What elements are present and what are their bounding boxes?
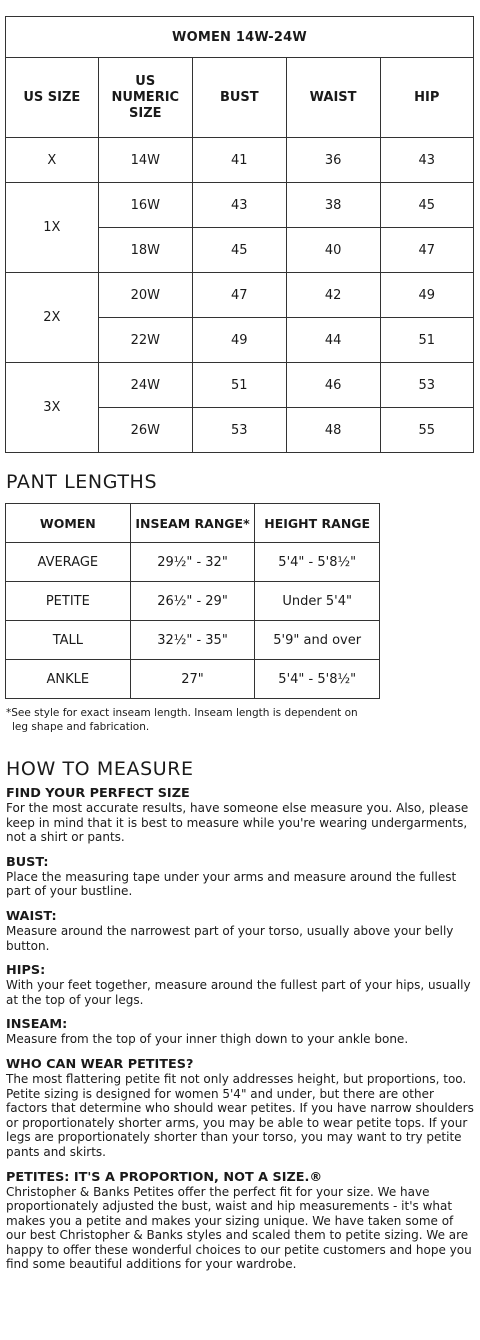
numeric-size-cell: 20W bbox=[98, 273, 192, 318]
measure-guide-bust bbox=[6, 855, 474, 899]
footnote-line-1: *See style for exact inseam length. Inseam length is dependent on bbox=[6, 707, 358, 719]
hip-cell: 47 bbox=[380, 228, 473, 273]
table-row bbox=[6, 582, 380, 621]
section-heading: WAIST: bbox=[6, 908, 57, 924]
header-hip: HIP bbox=[380, 58, 473, 138]
size-chart-table bbox=[5, 16, 474, 453]
how-to-measure-section bbox=[6, 758, 474, 1272]
header-bust: BUST bbox=[192, 58, 286, 138]
inseam-cell: 26½" - 29" bbox=[130, 582, 255, 621]
bust-cell: 53 bbox=[192, 408, 286, 453]
us-size-cell: 3X bbox=[6, 363, 99, 453]
hip-cell: 53 bbox=[380, 363, 473, 408]
section-text: Christopher & Banks Petites offer the perfect fit for your size. We have proportionately adjusted the bust, waist and hip measurements - it's what makes you a petite and makes your sizing unique. We have taken some of our best Christopher & Banks styles and scaled them to petite sizing. We are happy to offer these wonderful choices to our petite customers and hope you find some beautiful additions for your wardrobe. bbox=[6, 1184, 472, 1272]
section-text: For the most accurate results, have someone else measure you. Also, please keep in mind that it is best to measure while you're wearing undergarments, not a shirt or pants. bbox=[6, 801, 469, 845]
numeric-size-cell: 14W bbox=[98, 138, 192, 183]
section-heading: HIPS: bbox=[6, 963, 46, 979]
section-text: Measure around the narrowest part of your torso, usually above your belly button. bbox=[6, 923, 454, 953]
section-heading: PETITES: IT'S A PROPORTION, NOT A SIZE.® bbox=[6, 1169, 323, 1185]
section-text: Measure from the top of your inner thigh down to your ankle bone. bbox=[6, 1032, 409, 1047]
waist-cell: 46 bbox=[286, 363, 380, 408]
section-heading: WHO CAN WEAR PETITES? bbox=[6, 1056, 194, 1072]
header-women: WOMEN bbox=[6, 504, 131, 543]
petites-proportion bbox=[6, 1170, 474, 1273]
header-waist: WAIST bbox=[286, 58, 380, 138]
bust-cell: 45 bbox=[192, 228, 286, 273]
us-size-cell: X bbox=[6, 138, 99, 183]
table-row bbox=[6, 273, 474, 318]
numeric-size-cell: 22W bbox=[98, 318, 192, 363]
table-row bbox=[6, 543, 380, 582]
table-row bbox=[6, 621, 380, 660]
section-heading: FIND YOUR PERFECT SIZE bbox=[6, 786, 190, 801]
waist-cell: 42 bbox=[286, 273, 380, 318]
height-cell: 5'4" - 5'8½" bbox=[255, 543, 380, 582]
pant-type-cell: TALL bbox=[6, 621, 131, 660]
inseam-cell: 27" bbox=[130, 660, 255, 699]
table-row bbox=[6, 183, 474, 228]
header-us-size: US SIZE bbox=[6, 58, 99, 138]
size-chart-title: WOMEN 14W-24W bbox=[6, 17, 474, 58]
hip-cell: 51 bbox=[380, 318, 473, 363]
section-heading: BUST: bbox=[6, 854, 49, 870]
numeric-size-cell: 16W bbox=[98, 183, 192, 228]
measure-guide-hips bbox=[6, 963, 474, 1007]
waist-cell: 38 bbox=[286, 183, 380, 228]
pant-type-cell: AVERAGE bbox=[6, 543, 131, 582]
bust-cell: 43 bbox=[192, 183, 286, 228]
measure-guide-waist bbox=[6, 909, 474, 953]
who-can-wear-petites bbox=[6, 1057, 474, 1160]
header-height-range: HEIGHT RANGE bbox=[255, 504, 380, 543]
how-to-measure-title: HOW TO MEASURE bbox=[6, 758, 194, 780]
hip-cell: 43 bbox=[380, 138, 473, 183]
bust-cell: 47 bbox=[192, 273, 286, 318]
pant-lengths-table bbox=[5, 503, 380, 699]
numeric-size-cell: 18W bbox=[98, 228, 192, 273]
bust-cell: 49 bbox=[192, 318, 286, 363]
height-cell: 5'9" and over bbox=[255, 621, 380, 660]
inseam-cell: 32½" - 35" bbox=[130, 621, 255, 660]
pant-type-cell: PETITE bbox=[6, 582, 131, 621]
inseam-cell: 29½" - 32" bbox=[130, 543, 255, 582]
measure-guide-perfect-size bbox=[6, 786, 474, 845]
height-cell: Under 5'4" bbox=[255, 582, 380, 621]
section-text: The most flattering petite fit not only addresses height, but proportions, too. Petite sizing is designed for women 5'4" and under, but there are other factors that determine who should wear petites. If you have narrow shoulders or proportionately shorter arms, you may be able to wear petite tops. If your legs are proportionately shorter than your torso, you may want to try petite pants and skirts. bbox=[6, 1071, 474, 1159]
waist-cell: 36 bbox=[286, 138, 380, 183]
us-size-cell: 2X bbox=[6, 273, 99, 363]
table-row bbox=[6, 660, 380, 699]
table-row bbox=[6, 138, 474, 183]
waist-cell: 44 bbox=[286, 318, 380, 363]
pant-lengths-title: PANT LENGTHS bbox=[6, 471, 158, 493]
hip-cell: 49 bbox=[380, 273, 473, 318]
section-text: With your feet together, measure around the fullest part of your hips, usually at the top of your legs. bbox=[6, 978, 471, 1007]
footnote-line-2: leg shape and fabrication. bbox=[12, 721, 150, 733]
numeric-size-cell: 26W bbox=[98, 408, 192, 453]
bust-cell: 51 bbox=[192, 363, 286, 408]
numeric-size-cell: 24W bbox=[98, 363, 192, 408]
height-cell: 5'4" - 5'8½" bbox=[255, 660, 380, 699]
hip-cell: 55 bbox=[380, 408, 473, 453]
inseam-footnote bbox=[6, 706, 386, 734]
section-heading: INSEAM: bbox=[6, 1017, 68, 1033]
waist-cell: 48 bbox=[286, 408, 380, 453]
header-us-numeric-size: US NUMERIC SIZE bbox=[98, 58, 192, 138]
header-inseam-range: INSEAM RANGE* bbox=[130, 504, 255, 543]
hip-cell: 45 bbox=[380, 183, 473, 228]
pant-type-cell: ANKLE bbox=[6, 660, 131, 699]
table-row bbox=[6, 363, 474, 408]
measure-guide-inseam bbox=[6, 1017, 474, 1047]
section-text: Place the measuring tape under your arms and measure around the fullest part of your bustline. bbox=[6, 869, 457, 899]
waist-cell: 40 bbox=[286, 228, 380, 273]
bust-cell: 41 bbox=[192, 138, 286, 183]
us-size-cell: 1X bbox=[6, 183, 99, 273]
